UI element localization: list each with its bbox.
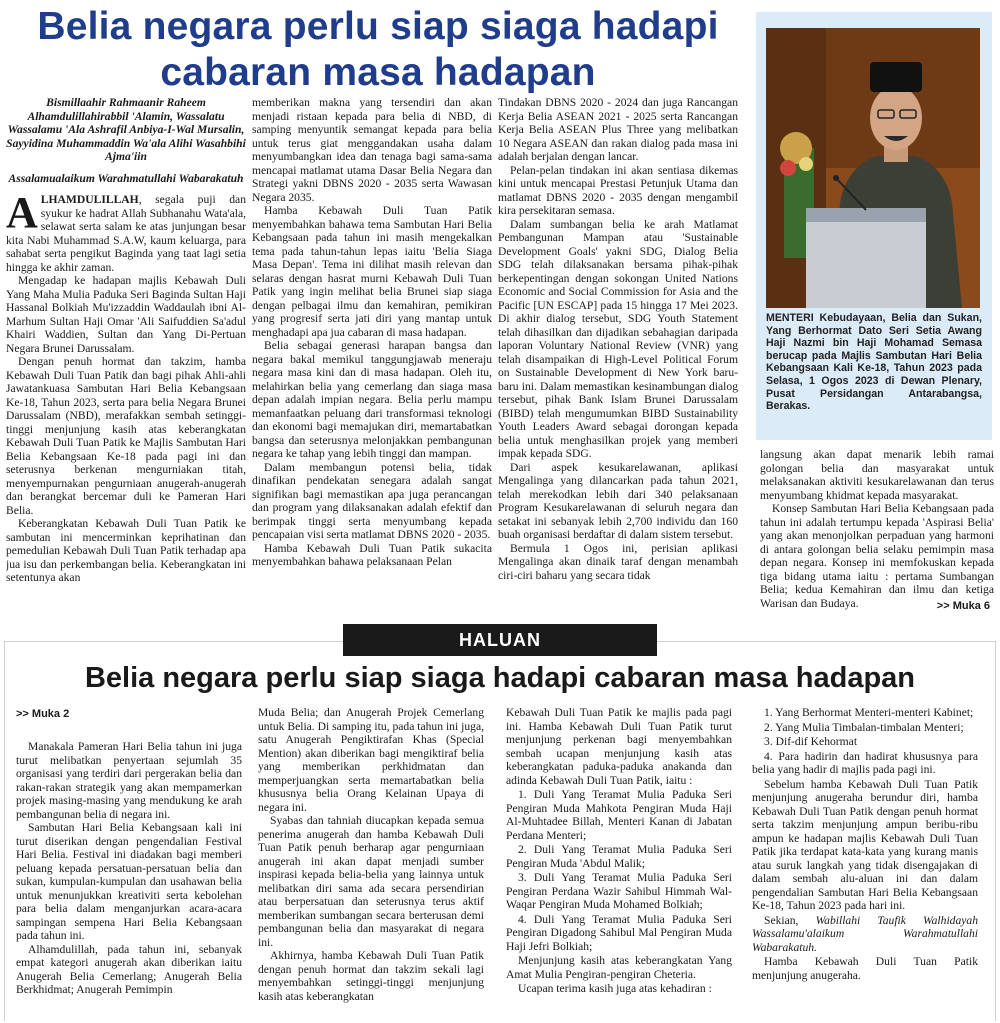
paragraph: Muda Belia; dan Anugerah Projek Cemerlang untuk Belia. Di samping itu, pada tahun ini juga, satu Anugerah Pengiktirafan Khas (Special Mention) akan diberikan bagi mengiktiraf belia yang memberikan perkhidmatan dan memperjuangkan serta memartabatkan belia khususnya belia Orang Kelainan Upaya di negara ini. bbox=[258, 706, 484, 814]
top-column-1 bbox=[6, 96, 246, 614]
closing-intro: Sekian, bbox=[764, 913, 816, 927]
lead-rest: , segala puji dan syukur ke hadrat Allah Subhanahu Wata'ala, selawat serta salam ke atas junjungan besar kita Nabi Muhammad S.A.W, kaum keluarga, para sahabat serta pengikut Baginda yang taat lagi setia hingga ke akhir zaman. bbox=[6, 193, 246, 274]
list-item: 4. Duli Yang Teramat Mulia Paduka Seri Pengiran Digadong Sahibul Mal Pengiran Muda Haji Jefri Bolkiah; bbox=[506, 912, 732, 953]
list-item: 1. Duli Yang Teramat Mulia Paduka Seri Pengiran Muda Mahkota Pengiran Muda Haji Al-Muhtadee Billah, Menteri Kanan di Jabatan Perdana Menteri; bbox=[506, 788, 732, 842]
photo-caption: MENTERI Kebudayaan, Belia dan Sukan, Yang Berhormat Dato Seri Setia Awang Haji Nazmi bin Haji Mohamad Semasa berucap pada Majlis Sambutan Hari Belia Kebangsaan Kali Ke-18, Tahun 2023 pada Selasa, 1 Ogos 2023 di Dewan Plenary, Pusat Persidangan Antarabangsa, Berakas. bbox=[766, 312, 982, 413]
bottom-column-1 bbox=[16, 740, 242, 1022]
paragraph: Kebawah Duli Tuan Patik ke majlis pada pagi ini. Hamba Kebawah Duli Tuan Patik turut menjunjung perkenan bagi menyembahkan sembah ucapan menjunjung kasih atas keberangkatan paduka-paduka anakanda dan adinda Kebawah Duli Tuan Patik, iaitu : bbox=[506, 706, 732, 787]
paragraph: Menjunjung kasih atas keberangkatan Yang Amat Mulia Pengiran-pengiran Cheteria. bbox=[506, 954, 732, 981]
top-column-3 bbox=[498, 96, 738, 614]
jump-to-page-6[interactable]: >> Muka 6 bbox=[936, 600, 990, 612]
paragraph: Mengadap ke hadapan majlis Kebawah Duli Yang Maha Mulia Paduka Seri Baginda Sultan Haji Hassanal Bolkiah Mu'izzaddin Waddaulah ibni Al-Marhum Sultan Haji Omar 'Ali Saifuddien Sa'adul Khairi Waddien, Sultan dan Yang Di-Pertuan Negara Brunei Darussalam. bbox=[6, 274, 246, 355]
paragraph: Belia sebagai generasi harapan bangsa dan negara bakal memikul tanggungjawab meneraju negara masa kini dan di masa hadapan. Oleh itu, melahirkan belia yang cemerlang dan siaga masa depan adalah impian negara. Belia perlu mampu memanfaatkan peluang dari transformasi teknologi dan ekonomi bagi memajukan diri, memartabatkan bangsa dan seterusnya melonjakkan pembangunan negara ke tahap yang lebih tinggi dan mampan. bbox=[252, 339, 492, 460]
paragraph: Tindakan DBNS 2020 - 2024 dan juga Rancangan Kerja Belia ASEAN 2021 - 2025 serta Rancangan Kerja Belia ASEAN Plus Three yang melibatkan 10 Negara ASEAN dan rakan dialog pada masa ini adalah berjalan dengan lancar. bbox=[498, 96, 738, 163]
paragraph: Dalam membangun potensi belia, tidak dinafikan pendekatan senegara adalah sangat signifikan bagi memastikan apa juga perancangan dan program yang dilaksanakan adalah efektif dan berimpak tinggi serta menyumbang kepada pencapaian visi serta matlamat DBNS 2020 - 2035. bbox=[252, 460, 492, 541]
list-item: 4. Para hadirin dan hadirat khususnya para belia yang hadir di majlis pada pagi ini. bbox=[752, 749, 978, 776]
paragraph: Konsep Sambutan Hari Belia Kebangsaan pada tahun ini adalah tertumpu kepada 'Aspirasi Belia' yang akan menonjolkan perpaduan yang harmoni di antara golongan belia selaku pemimpin masa depan negara. Konsep ini memfokuskan kepada tiga bidang utama iaitu : pertama Sumbangan Belia; kedua Kemahiran dan ilmu dan ketiga Warisan dan Budaya. bbox=[760, 502, 994, 610]
paragraph: Akhirnya, hamba Kebawah Duli Tuan Patik dengan penuh hormat dan takzim sekali lagi menyembahkan setinggi-tinggi menjunjung kasih atas keberangkatan bbox=[258, 949, 484, 1003]
paragraph: Dalam sumbangan belia ke arah Matlamat Pembangunan Mampan atau 'Sustainable Development Goals' yakni SDG, Dialog Belia SDG telah dilaksanakan bersama pihak-pihak berkepentingan dengan sokongan United Nations Economic and Social Commission for Asia and the Pacific [UN ESCAP] pada 15 hingga 17 Mei 2023. Di akhir dialog tersebut, SDG Youth Statement telah dihasilkan dan dijadikan sebahagian daripada laporan Voluntary National Review (VNR) yang telah disampaikan di High-Level Political Forum on Sustainable Development di New York baru-baru ini. Dalam memastikan kesinambungan dialog tersebut, pihak Bank Islam Brunei Darussalam (BIBD) telah mengumumkan BIBD Sustainability Youth Leaders Award sebagai dorongan kepada belia untuk menghasilkan projek yang memberi impak kepada SDG. bbox=[498, 217, 738, 460]
paragraph: Sambutan Hari Belia Kebangsaan kali ini turut diserikan dengan pengendalian Festival Hari Belia. Festival ini diadakan bagi memberi peluang kepada persatuan-persatuan belia dan sukan, kumpulan-kumpulan dan usahawan belia untuk menunjukkan kreativiti serta kebolehan para belia dalam menganjurkan acara-acara sampingan sempena Hari Belia Kebangsaan pada tahun ini. bbox=[16, 821, 242, 942]
list-item: 3. Duli Yang Teramat Mulia Paduka Seri Pengiran Perdana Wazir Sahibul Himmah Wal-Waqar Pengiran Muda Mohamed Bolkiah; bbox=[506, 871, 732, 911]
minister-photo-illustration bbox=[766, 28, 980, 308]
paragraph: langsung akan dapat menarik lebih ramai golongan belia dan masyarakat untuk melaksanakan aktiviti kesukarelawanan dan terus menyumbang khidmat kepada masyarakat. bbox=[760, 448, 994, 502]
salutation: Assalamualaikum Warahmatullahi Wabarakatuh bbox=[8, 171, 244, 185]
minister-photo bbox=[766, 28, 980, 308]
headline-top: Belia negara perlu siap siaga hadapi cabaran masa hadapan bbox=[37, 5, 719, 94]
paragraph: Dari aspek kesukarelawanan, aplikasi Mengalinga yang dilancarkan pada tahun 2021, telah merekodkan lebih dari 340 pelaksanaan Program Kesukarelawanan di seluruh negara dan setakat ini sebanyak lebih 2,700 individu dan 160 buah organisasi berdaftar di dalam sistem tersebut. bbox=[498, 460, 738, 541]
lead-paragraph bbox=[6, 188, 246, 274]
top-column-4 bbox=[760, 448, 994, 616]
closing-paragraph bbox=[752, 914, 978, 955]
lead-bold: LHAMDULILLAH bbox=[40, 193, 139, 206]
paragraph: Dengan penuh hormat dan takzim, hamba Kebawah Duli Tuan Patik dan bagi pihak Ahli-ahli Jawatankuasa Sambutan Hari Belia Kebangsaan Ke-18, Tahun 2023, serta para belia Negara Brunei Darussalam (NBD), merafakkan sembah setinggi-tinggi menjunjung kasih atas keberangkatan Kebawah Duli Tuan Patik ke Majlis Sambutan Hari Belia Kebangsaan Ke-18 pada pagi ini dan seterusnya berkenan mengurniakan titah, menyempurnakan pengurniaan anugerah-anugerah dan berangkat bercemar duli ke Pameran Hari Belia. bbox=[6, 355, 246, 517]
top-column-2 bbox=[252, 96, 492, 614]
bottom-column-2 bbox=[258, 706, 484, 1022]
paragraph: Syabas dan tahniah diucapkan kepada semua penerima anugerah dan hamba Kebawah Duli Tuan Patik penuh berharap agar pengurniaan anugerah ini akan dapat menjadi sumber inspirasi kepada belia-belia yang lainnya untuk melibatkan diri sama ada secara persendirian atau berpersatuan dan seterusnya terus aktif memberikan sumbangan secara berterusan demi pembangunan belia dan masyarakat di negara ini. bbox=[258, 814, 484, 949]
bottom-column-4 bbox=[752, 706, 978, 1022]
list-item: 2. Yang Mulia Timbalan-timbalan Menteri; bbox=[764, 720, 964, 734]
closing-italic: Wabillahi Taufik Walhidayah Wassalamu'alaikum Warahmatullahi Wabarakatuh. bbox=[752, 913, 978, 954]
dropcap: A bbox=[6, 188, 38, 237]
photo-box bbox=[756, 12, 992, 440]
paragraph: Ucapan terima kasih juga atas kehadiran : bbox=[518, 982, 712, 995]
paragraph: Sebelum hamba Kebawah Duli Tuan Patik menjunjung anugeraha berundur diri, hamba Kebawah Duli Tuan Patik dengan penuh hormat serta takzim menjunjung ampun beribu-ribu ampun ke hadapan majlis Kebawah Duli Tuan Patik jika terdapat kata-kata yang kurang manis atau suruk langkah yang tidak disengajakan di dalam sembah alu-aluan ini dan dalam pengendalian Sambutan Hari Belia Kebangsaan Ke-18, Tahun 2023 pada hari ini. bbox=[752, 777, 978, 912]
paragraph: memberikan makna yang tersendiri dan akan menjadi ristaan kepada para belia di NBD, di samping menyuntik semangat kepada para belia untuk terus giat menggandakan usaha dalam menyumbangkan idea dan tenaga bagi sama-sama mencapai matlamat utama Dasar Belia Negara dan Strategi yakni DBNS 2020 - 2035 serta Wawasan Negara 2035. bbox=[252, 96, 492, 204]
headline-bottom: Belia negara perlu siap siaga hadapi cabaran masa hadapan bbox=[84, 662, 916, 694]
section-band: HALUAN bbox=[343, 624, 657, 656]
paragraph: Hamba Kebawah Duli Tuan Patik sukacita menyembahkan bahawa pelaksanaan Pelan bbox=[252, 541, 492, 568]
paragraph: Keberangkatan Kebawah Duli Tuan Patik ke sambutan ini mencerminkan keprihatinan dan pemedulian Kebawah Duli Tuan Patik terhadap apa jua isu dan perkembangan belia. Keberangkatan ini setentunya akan bbox=[6, 517, 246, 584]
list-item: 3. Dif-dif Kehormat bbox=[764, 735, 858, 748]
bottom-column-3 bbox=[506, 706, 732, 1022]
closing-final: Hamba Kebawah Duli Tuan Patik menjunjung anugeraha. bbox=[752, 955, 978, 982]
list-item: 1. Yang Berhormat Menteri-menteri Kabinet; bbox=[764, 706, 974, 719]
list-item: 2. Duli Yang Teramat Mulia Paduka Seri Pengiran Muda 'Abdul Malik; bbox=[506, 843, 732, 870]
paragraph: Hamba Kebawah Duli Tuan Patik menyembahkan bahawa tema Sambutan Hari Belia Kebangsaan pada tahun ini masih mengekalkan tema pada tahun-tahun lepas iaitu 'Belia Siaga Masa Depan'. Tema ini dilihat masih relevan dan selaras dengan hasrat murni Kebawah Duli Tuan Patik yang ingin melihat belia Brunei siap siaga dengan pelbagai ilmu dan kemahiran, pemikiran yang progresif serta jati diri yang mantap untuk menghadapi apa jua cabaran di masa hadapan. bbox=[252, 204, 492, 339]
jump-from-page-2[interactable]: >> Muka 2 bbox=[16, 708, 70, 720]
paragraph: Bermula 1 Ogos ini, perisian aplikasi Mengalinga akan dinaik taraf dengan menambah ciri-ciri baharu yang secara tidak bbox=[498, 541, 738, 582]
paragraph: Pelan-pelan tindakan ini akan sentiasa dikemas kini untuk mencapai Prestasi Petunjuk Utama dan matlamat DBNS 2020 - 2035 dengan mengambil kira persekitaran semasa. bbox=[498, 163, 738, 217]
opening-prayer: Bismillaahir Rahmaanir Raheem Alhamdulillahirabbil 'Alamin, Wassalatu Wassalamu 'Ala Ashrafil Anbiya-I-Wal Mursalin, Sayyidina Muhammaddin Wa'ala Alihi Wasahbihi Ajma'iin bbox=[6, 96, 246, 163]
paragraph: Alhamdulillah, pada tahun ini, sebanyak empat kategori anugerah akan diberikan iaitu Anugerah Belia Cemerlang; Anugerah Belia Berkhidmat; Anugerah Pemimpin bbox=[16, 942, 242, 996]
paragraph: Manakala Pameran Hari Belia tahun ini juga turut melibatkan penyertaan sejumlah 35 organisasi yang terdiri dari pergerakan belia dan rakan-rakan strategik yang akan mempamerkan projek masing-masing yang mendukung ke arah pembangunan belia di negara ini. bbox=[16, 740, 242, 821]
